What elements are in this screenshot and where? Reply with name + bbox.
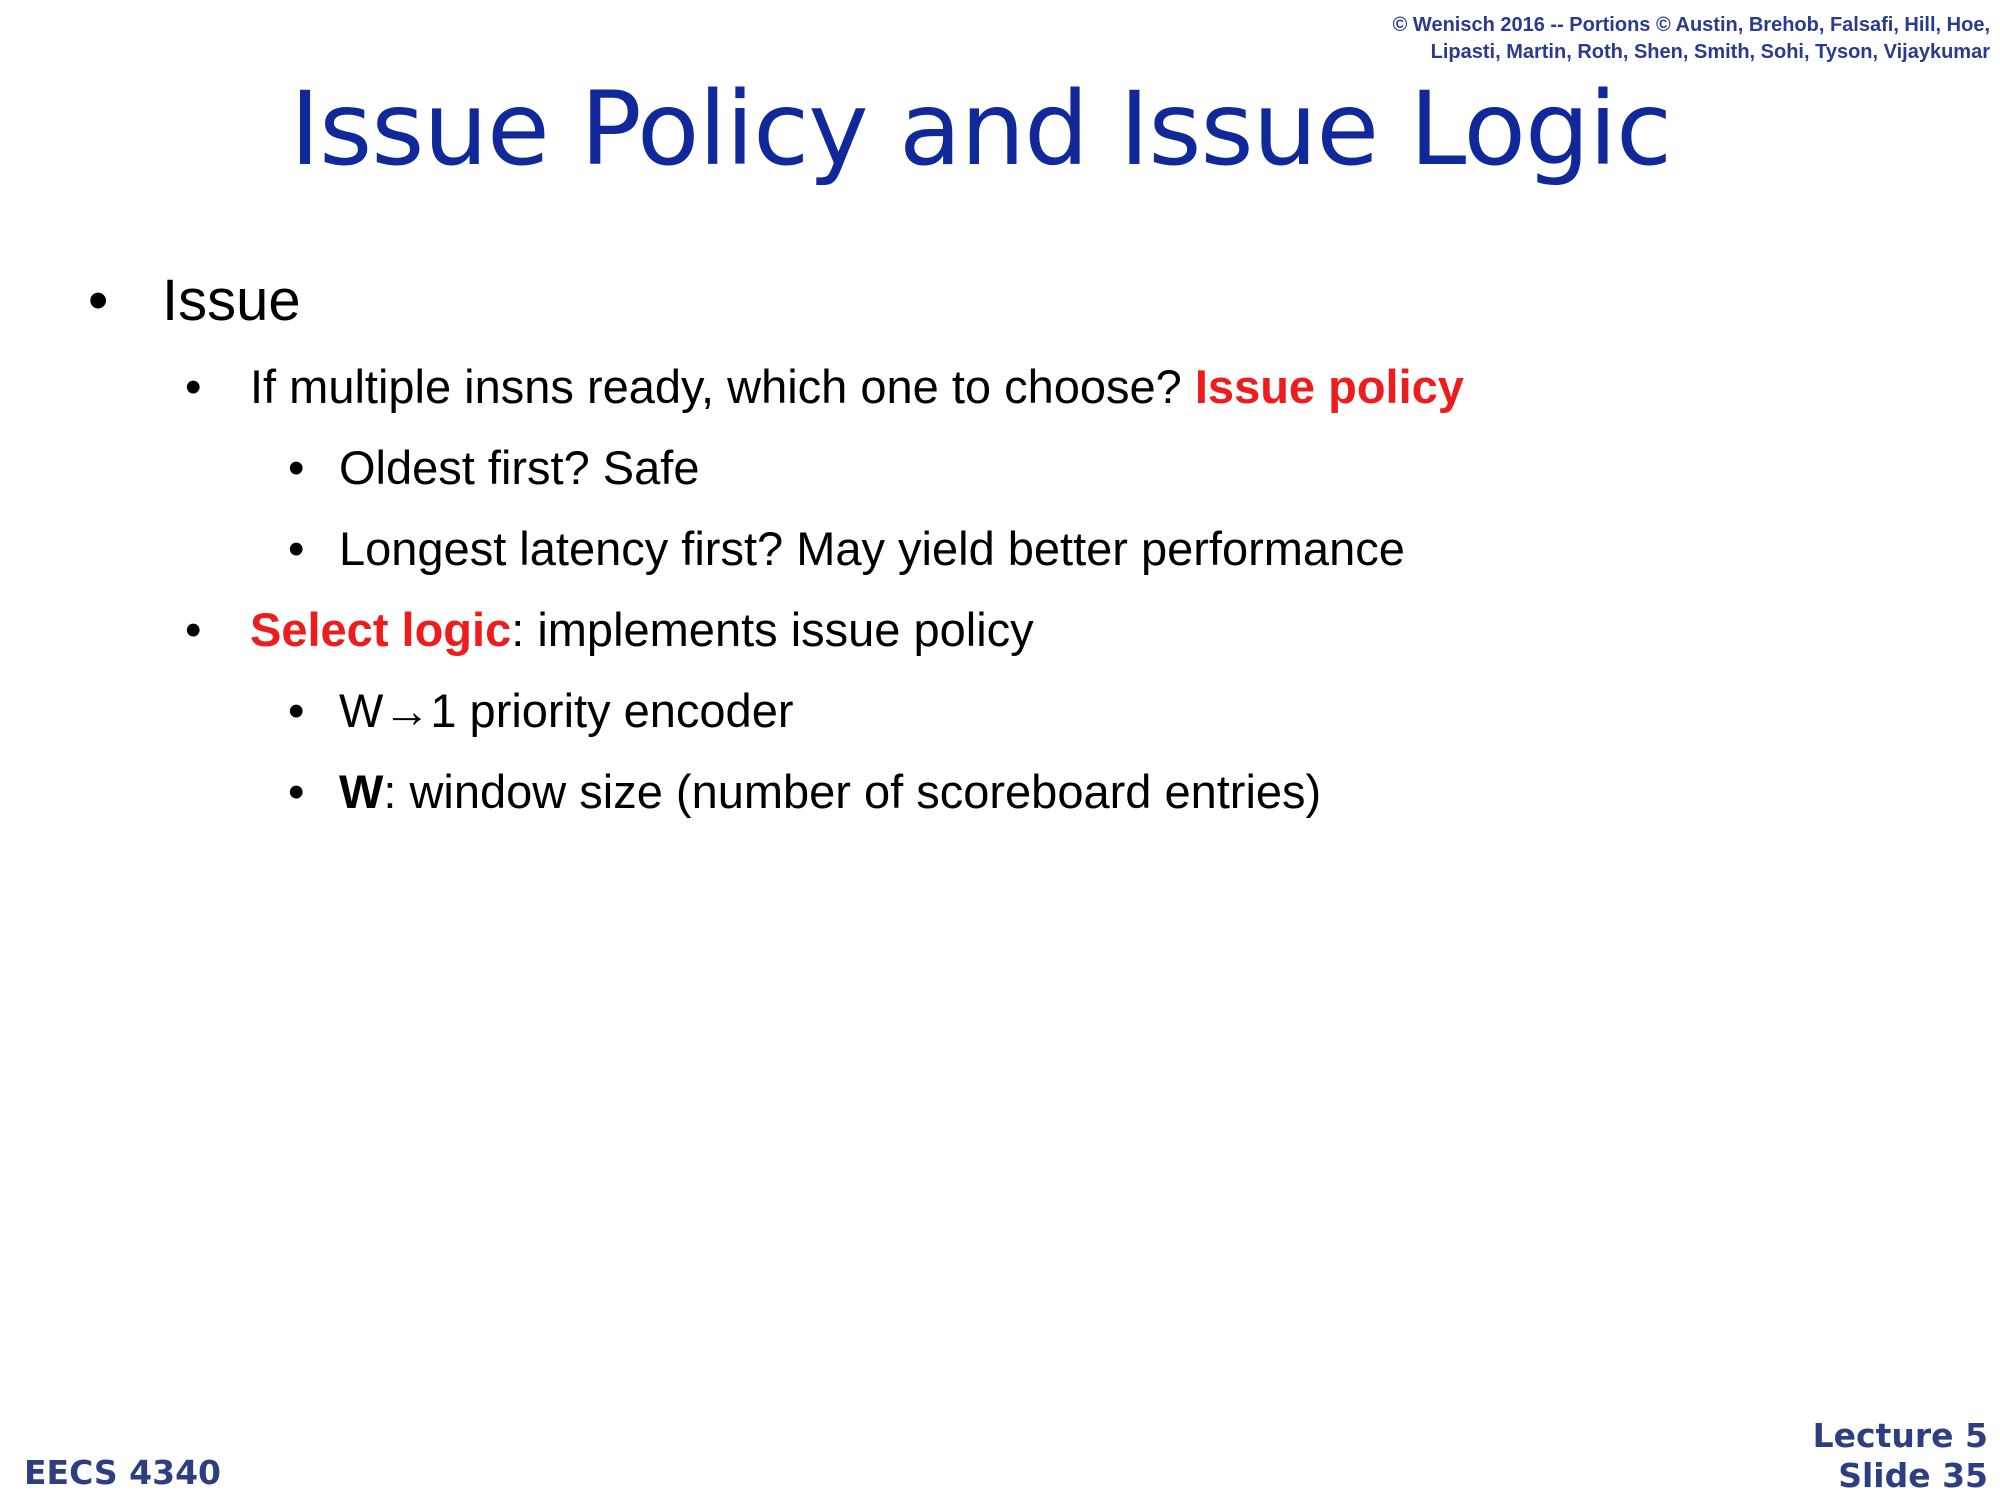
- bullet-oldest-first: Oldest first? Safe: [339, 441, 700, 494]
- bullet-multiple-insns-text: If multiple insns ready, which one to choose?: [250, 360, 1195, 413]
- copyright-line-1: © Wenisch 2016 -- Portions © Austin, Brehob, Falsafi, Hill, Hoe,: [1392, 14, 1990, 36]
- bullet-dot-icon: •: [288, 684, 305, 737]
- bullet-dot-icon: •: [288, 765, 305, 818]
- bullet-longest-latency: Longest latency first? May yield better performance: [339, 522, 1405, 575]
- copyright-line-2: Lipasti, Martin, Roth, Shen, Smith, Sohi, Tyson, Vijaykumar: [1430, 41, 1990, 63]
- slide-number-block: [1813, 1416, 1988, 1496]
- slide-title: Issue Policy and Issue Logic: [290, 70, 1672, 189]
- bullet-dot-icon: •: [288, 522, 305, 575]
- bullet-select-logic-text: : implements issue policy: [511, 603, 1034, 656]
- bullet-dot-icon: •: [88, 268, 109, 333]
- bullet-multiple-insns: [250, 359, 1464, 414]
- bullet-priority-encoder: W→1 priority encoder: [339, 684, 794, 737]
- select-logic-highlight: Select logic: [250, 603, 512, 656]
- bullet-dot-icon: •: [185, 603, 202, 656]
- bullet-dot-icon: •: [288, 441, 305, 494]
- bullet-window-size: [339, 764, 1321, 819]
- slide-number: Slide 35: [1838, 1456, 1988, 1495]
- window-size-symbol: W: [339, 765, 384, 818]
- bullet-dot-icon: •: [185, 360, 202, 413]
- course-label: EECS 4340: [24, 1453, 222, 1492]
- lecture-number: Lecture 5: [1812, 1416, 1988, 1455]
- bullet-select-logic: [250, 602, 1034, 657]
- issue-policy-highlight: Issue policy: [1194, 360, 1464, 413]
- bullet-window-size-text: : window size (number of scoreboard entries): [383, 765, 1322, 818]
- bullet-issue: Issue: [162, 268, 301, 333]
- copyright-notice: [1393, 12, 1990, 66]
